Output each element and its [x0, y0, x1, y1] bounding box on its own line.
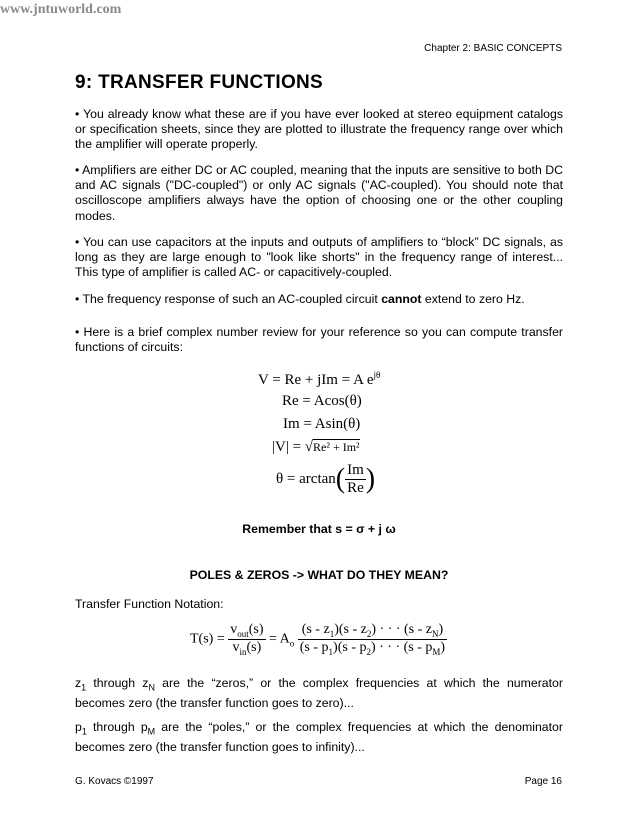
footer-page-number: Page 16: [524, 776, 562, 787]
equation-magnitude: |V| = √Re² + Im²: [272, 439, 360, 455]
watermark: www.jntuworld.com: [0, 2, 122, 17]
paragraph-5: • Here is a brief complex number review for your reference so you can compute transfer functions of circuits:: [75, 325, 563, 355]
equation-phasor: V = Re + jIm = A $e^{j\theta}$: [258, 370, 381, 388]
zeros-paragraph: $z_1$ through $z_N$ are the “zeros,” or the complex frequencies at which the numerator becomes zero (the transfer function goes to zero)...: [75, 676, 563, 710]
section-title: 9: TRANSFER FUNCTIONS: [75, 72, 324, 93]
remember-note: Remember that s = σ + j ω: [242, 522, 396, 536]
paragraph-1: • You already know what these are if you have ever looked at stereo equipment catalogs or specification sheets, since they are plotted to illustrate the frequency range over which the amplifier will operate properly.: [75, 107, 563, 152]
equation-angle: θ = arctan( $\frac{Im}{Re}$ ): [276, 462, 376, 496]
tf-notation-label: Transfer Function Notation:: [75, 597, 224, 611]
equation-real-part: Re = Acos(θ): [282, 393, 362, 409]
poles-paragraph: $p_1$ through $p_M$ are the “poles,” or the complex frequencies at which the denominator becomes zero (the transfer function goes to infinity)...: [75, 720, 563, 754]
emphasis-cannot: cannot: [381, 292, 422, 306]
paragraph-3: • You can use capacitors at the inputs and outputs of amplifiers to “block” DC signals, as long as they are large enough to "look like shorts" in the frequency range of interest... This type of amplifier is called AC- or capacitively-coupled.: [75, 235, 563, 280]
chapter-header: Chapter 2: BASIC CONCEPTS: [424, 43, 562, 54]
footer-author: G. Kovacs ©1997: [75, 776, 154, 787]
paragraph-4: • The frequency response of such an AC-coupled circuit cannot extend to zero Hz.: [75, 292, 525, 306]
paragraph-2: • Amplifiers are either DC or AC coupled, meaning that the inputs are sensitive to both DC and AC signals ("DC-coupled") or only AC signals ("AC-coupled). You should note that oscilloscope amplifiers always have the option of choosing one or the other coupling modes.: [75, 163, 563, 223]
poles-zeros-heading: POLES & ZEROS -> WHAT DO THEY MEAN?: [189, 568, 449, 582]
transfer-function-equation: T(s) = $\frac{v_{out}(s)}{v_{in}(s)}$ = $A_o$ $\frac{(s - z_1)(s - z_2) \cdot \cdot \cdot (s - z_N)}{(s - p_1)(s - p_2) \cdot \cdot \cdot (s - p_M)}$: [190, 622, 446, 657]
equation-imag-part: Im = Asin(θ): [283, 416, 361, 432]
